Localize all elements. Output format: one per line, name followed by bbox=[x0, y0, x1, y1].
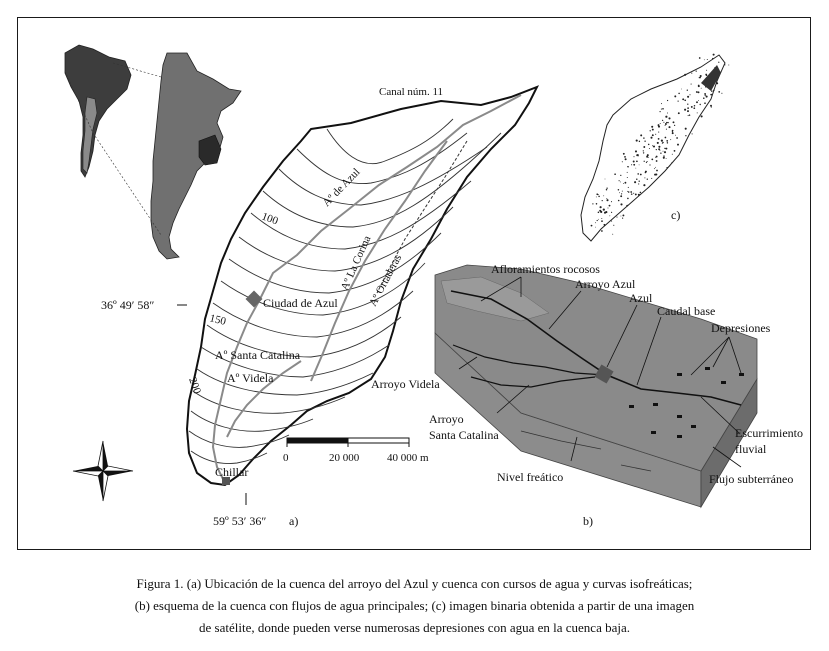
location-inset bbox=[65, 45, 241, 259]
panel-c-label: c) bbox=[671, 208, 681, 222]
arroyo-azul-label: Arroyo Azul bbox=[575, 277, 636, 291]
flujo-subterraneo-label: Flujo subterráneo bbox=[709, 472, 794, 486]
figure-canvas bbox=[18, 18, 810, 549]
escurrimiento-label-1: Escurrimiento bbox=[735, 426, 803, 440]
escurrimiento-label-2: fluvial bbox=[735, 442, 767, 456]
arroyo-santa-catalina-label-1: Arroyo bbox=[429, 412, 464, 426]
inset-connector-bottom bbox=[93, 133, 161, 235]
scale-0: 0 bbox=[283, 452, 289, 464]
scale-bar bbox=[287, 438, 409, 447]
videla-label: Aº Videla bbox=[227, 371, 274, 385]
stream-azul-label: Aº de Azul bbox=[320, 166, 363, 210]
depresiones-label: Depresiones bbox=[711, 321, 771, 335]
santa-catalina-label: Aº Santa Catalina bbox=[215, 348, 301, 362]
scale-40000: 40 000 m bbox=[387, 452, 429, 464]
contour-100-label: 100 bbox=[259, 210, 280, 228]
scale-20000: 20 000 bbox=[329, 452, 360, 464]
compass-rose-icon bbox=[73, 441, 133, 501]
panel-a-label: a) bbox=[289, 514, 299, 528]
figure-caption bbox=[20, 573, 809, 639]
stream-corina-label: Aº La Corina bbox=[338, 233, 374, 293]
contour-200-label: 200 bbox=[186, 375, 204, 396]
figure-frame bbox=[17, 17, 811, 550]
city-azul-label: Ciudad de Azul bbox=[263, 296, 338, 310]
south-america-shape bbox=[65, 45, 131, 177]
caption-line-3: de satélite, donde pueden verse numerosas depresiones con agua en la cuenca baja. bbox=[199, 620, 630, 635]
caudal-base-label: Caudal base bbox=[657, 304, 716, 318]
canal-label: Canal núm. 11 bbox=[379, 86, 444, 98]
arroyo-videla-label: Arroyo Videla bbox=[371, 377, 440, 391]
nivel-freatico-label: Nivel freático bbox=[497, 470, 564, 484]
chillar-label: Chillar bbox=[215, 465, 249, 479]
stream-ortaderas-label: Aº Ortaderas bbox=[367, 252, 405, 309]
contour-150-label: 150 bbox=[208, 312, 228, 328]
caption-line-1: Figura 1. (a) Ubicación de la cuenca del arroyo del Azul y cuenca con cursos de agua y curvas isofreáticas; bbox=[136, 576, 693, 591]
caption-line-2: (b) esquema de la cuenca con flujos de agua principales; (c) imagen binaria obtenida a partir de una imagen bbox=[134, 598, 695, 613]
arroyo-santa-catalina-label-2: Santa Catalina bbox=[429, 428, 499, 442]
panel-b-label: b) bbox=[583, 514, 593, 528]
afloramientos-label: Afloramientos rocosos bbox=[491, 262, 600, 276]
satellite-binary-image bbox=[581, 54, 729, 241]
azul-label: Azul bbox=[629, 291, 653, 305]
argentina-large-shape bbox=[151, 53, 241, 259]
block-diagram bbox=[435, 265, 757, 507]
longitude-label: 59º 53′ 36″ bbox=[213, 514, 267, 528]
latitude-label: 36º 49′ 58″ bbox=[101, 298, 155, 312]
